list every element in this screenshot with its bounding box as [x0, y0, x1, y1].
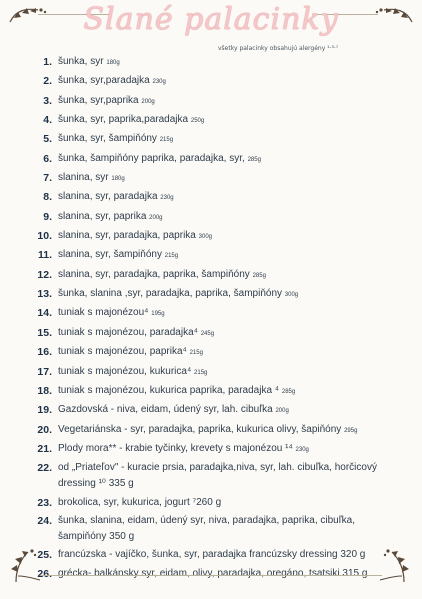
menu-item [30, 131, 400, 148]
item-ingredients: tuniak s majonézou, kukurica paprika, paradajka ⁴ [58, 384, 280, 396]
menu-item [30, 566, 400, 582]
item-number: 4. [43, 114, 52, 127]
item-number: 3. [43, 94, 52, 107]
item-weight: 180g [106, 60, 120, 66]
item-description [52, 151, 400, 168]
item-number: 22. [37, 462, 52, 475]
item-number: 2. [43, 75, 52, 88]
item-ingredients: šunka, syr,paprika [58, 94, 139, 106]
item-weight: 215g [189, 350, 203, 357]
item-number: 10. [37, 230, 52, 243]
item-ingredients: šunka, syr, šampiňóny [58, 133, 157, 145]
menu-item [30, 402, 400, 419]
item-weight: 230g [160, 195, 174, 202]
allergen-note: všetky palacinky obsahujú alergény ¹·³·⁷ [218, 45, 339, 52]
item-description [52, 170, 400, 187]
item-weight: 195g [151, 311, 165, 318]
menu-item [30, 344, 400, 361]
item-number: 7. [43, 172, 52, 185]
item-description [52, 112, 400, 129]
item-weight: 300g [198, 234, 212, 241]
item-number: 5. [43, 133, 52, 146]
item-number: 1. [43, 56, 52, 68]
item-description [52, 547, 400, 563]
item-ingredients: od „Priateľov" - kuracie prsia, paradajka,niva, syr, lah. cibuľka, horčicový dressing ¹⁰ 335 g [58, 462, 377, 490]
item-number: 8. [43, 191, 52, 204]
menu-item [30, 267, 400, 284]
item-weight: 200g [149, 214, 163, 221]
menu-item [30, 441, 400, 458]
item-number: 24. [37, 514, 52, 527]
item-ingredients: slanina, syr [58, 172, 109, 184]
item-ingredients: Plody mora** - krabie tyčinky, krevety s majonézou ¹⁴ [58, 442, 293, 454]
item-ingredients: šunka, syr,paradajka [58, 75, 150, 87]
item-description [52, 93, 400, 110]
item-weight: 295g [344, 427, 358, 434]
menu-item [30, 93, 400, 110]
menu-item [30, 460, 400, 492]
item-weight: 250g [190, 118, 205, 125]
item-description [52, 402, 400, 419]
item-ingredients: tuniak s majonézou, paprika⁴ [58, 346, 187, 358]
item-description [52, 189, 400, 206]
item-ingredients: grécka- balkánsky syr, eidam, olivy, paradajka, oregáno, tsatsiki 315 g [58, 567, 368, 579]
item-number: 26. [37, 567, 52, 580]
item-description [52, 305, 400, 322]
item-weight: 180g [111, 176, 125, 183]
item-number: 20. [37, 423, 52, 436]
item-description [52, 286, 400, 303]
item-description [52, 267, 400, 284]
item-number: 15. [37, 326, 52, 339]
item-description [52, 247, 400, 264]
item-description [52, 364, 400, 381]
item-weight: 285g [247, 156, 261, 163]
item-ingredients: slanina, syr, paradajka, paprika [58, 230, 196, 242]
menu-item [30, 422, 400, 439]
item-weight: 300g [284, 292, 299, 299]
item-ingredients: šunka, slanina, eidam, údený syr, niva, paradajka, paprika, cibuľka, šampiňóny 350 g [58, 514, 355, 542]
item-ingredients: šunka, syr [58, 56, 104, 67]
menu-item [30, 513, 400, 545]
item-weight: 215g [194, 369, 208, 376]
item-ingredients: tuniak s majonézou, kukurica⁴ [58, 365, 192, 377]
menu-item [30, 54, 400, 71]
menu-item [30, 73, 400, 90]
item-ingredients: tuniak s majonézou⁴ [58, 307, 149, 319]
menu-item [30, 151, 400, 168]
bottom-right-ornament-icon [374, 546, 414, 584]
item-description [52, 228, 400, 245]
menu-item [30, 209, 400, 226]
item-ingredients: šunka, šampiňóny paprika, paradajka, syr, [58, 152, 245, 164]
item-description [52, 495, 400, 511]
item-weight: 230g [295, 446, 309, 453]
item-ingredients: Vegetariánska - syr, paradajka, paprika, kukurica olivy, šapiňóny [58, 423, 342, 435]
item-number: 12. [37, 268, 52, 281]
item-description [52, 566, 400, 582]
item-weight: 215g [159, 137, 174, 144]
menu-item [30, 364, 400, 381]
menu-item [30, 495, 400, 511]
menu-list [30, 54, 400, 584]
menu-item [30, 247, 400, 264]
item-description [52, 131, 400, 148]
item-description [52, 383, 400, 400]
item-ingredients: brokolica, syr, kukurica, jogurt ⁷260 g [58, 496, 222, 508]
item-description [52, 441, 400, 458]
item-ingredients: šunka, slanina ,syr, paradajka, paprika, šampiňóny [58, 288, 283, 300]
item-weight: 215g [164, 253, 179, 260]
item-weight: 230g [152, 79, 166, 86]
item-number: 16. [37, 346, 52, 359]
item-number: 23. [37, 496, 52, 509]
bottom-left-ornament-icon [6, 546, 46, 584]
item-number: 19. [37, 404, 52, 417]
menu-item [30, 170, 400, 187]
item-ingredients: slanina, syr, paradajka, paprika, šampiňóny [58, 268, 250, 280]
item-description [52, 209, 400, 226]
item-description [52, 325, 400, 342]
item-description [52, 460, 400, 492]
item-number: 17. [37, 365, 52, 378]
item-ingredients: slanina, syr, paradajka [58, 191, 158, 203]
menu-item [30, 286, 400, 303]
item-ingredients: šunka, syr, paprika,paradajka [58, 114, 189, 126]
item-ingredients: slanina, syr, šampiňóny [58, 249, 162, 261]
menu-item [30, 189, 400, 206]
item-number: 9. [43, 210, 52, 223]
item-number: 13. [37, 288, 52, 301]
item-description [52, 344, 400, 361]
page-title: Slané palacinky [83, 2, 339, 37]
menu-item [30, 305, 400, 322]
menu-item [30, 228, 400, 245]
item-description [52, 73, 400, 90]
item-ingredients: slanina, syr, paprika [58, 210, 147, 222]
item-weight: 200g [141, 98, 155, 105]
bottom-rule [40, 575, 382, 576]
menu-item [30, 547, 400, 563]
item-ingredients: Gazdovská - niva, eidam, údený syr, lah. cibuľka [58, 404, 273, 416]
item-description [52, 54, 400, 71]
item-number: 25. [37, 549, 52, 562]
menu-item [30, 112, 400, 129]
item-weight: 200g [275, 408, 289, 415]
item-number: 14. [37, 307, 52, 320]
item-description [52, 513, 400, 545]
item-number: 18. [37, 384, 52, 397]
item-description [52, 422, 400, 439]
item-weight: 285g [281, 388, 296, 395]
item-number: 11. [37, 249, 52, 262]
item-ingredients: tuniak s majonézou, paradajka⁴ [58, 326, 198, 338]
item-weight: 245g [200, 330, 215, 337]
item-number: 21. [37, 442, 52, 455]
item-weight: 285g [252, 272, 266, 279]
item-number: 6. [43, 152, 52, 165]
menu-item [30, 383, 400, 400]
menu-item [30, 325, 400, 342]
item-ingredients: francúzska - vajíčko, šunka, syr, paradajka francúzsky dressing 320 g [58, 549, 366, 561]
